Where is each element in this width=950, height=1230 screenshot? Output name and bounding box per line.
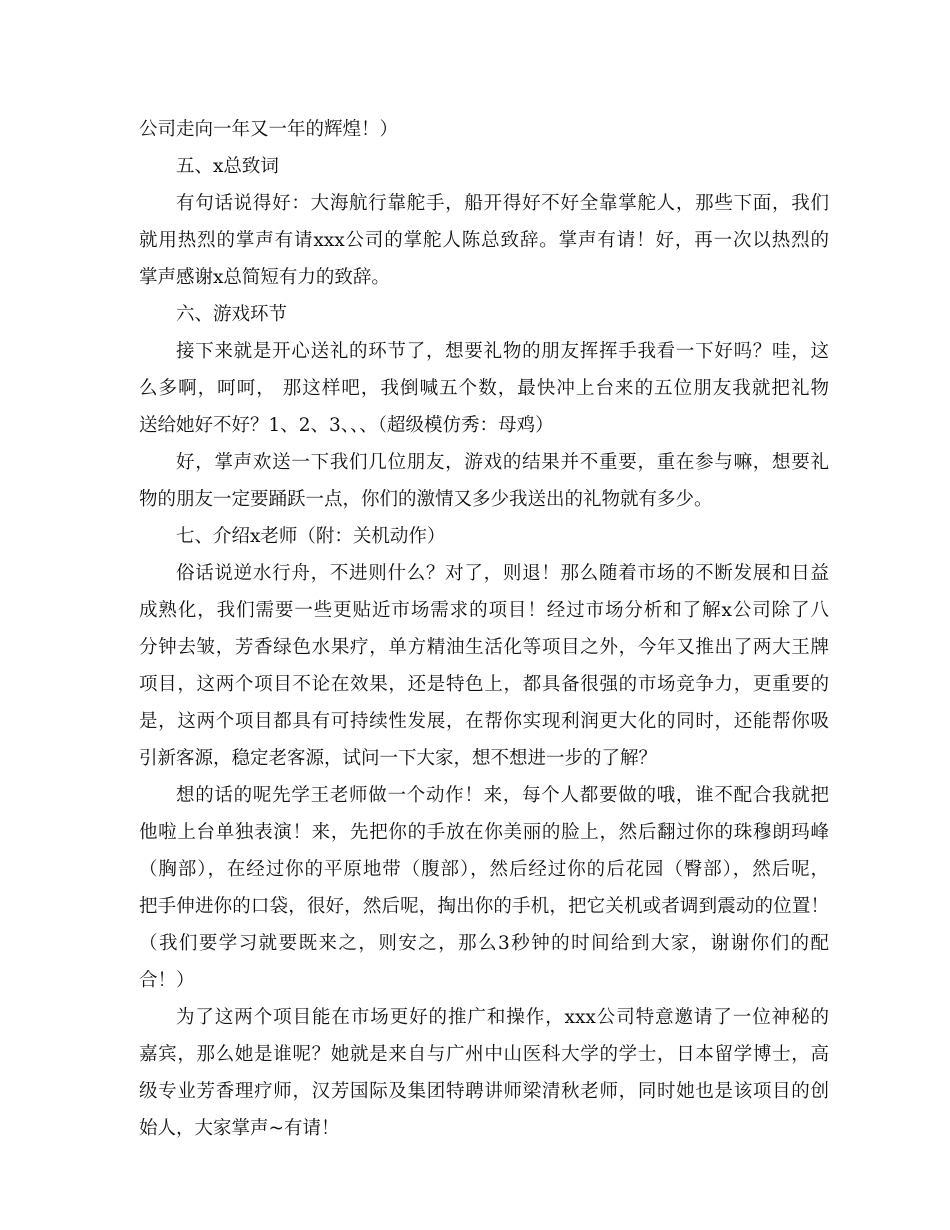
text-line: 么多啊，呵呵， 那这样吧，我倒喊五个数，最快冲上台来的五位朋友我就把礼物: [139, 378, 829, 399]
section-heading-7: 七、介绍x老师（附：关机动作）: [176, 526, 446, 547]
text-line: 掌声感谢x总简短有力的致辞。: [139, 267, 390, 288]
text-line: 俗话说逆水行舟，不进则什么？对了，则退！那么随着市场的不断发展和日益: [176, 563, 829, 584]
text-line: 项目，这两个项目不论在效果，还是特色上，都具备很强的市场竞争力，更重要的: [139, 674, 829, 695]
text-line: 引新客源，稳定老客源，试问一下大家，想不想进一步的了解？: [139, 748, 658, 769]
text-line: 分钟去皱，芳香绿色水果疗，单方精油生活化等项目之外，今年又推出了两大王牌: [139, 637, 829, 658]
text-line: 送给她好不好？1、2、3、、、（超级模仿秀：母鸡）: [139, 415, 554, 436]
text-line: 为了这两个项目能在市场更好的推广和操作，xxx公司特意邀请了一位神秘的: [176, 1007, 829, 1028]
text-line: 合！）: [139, 970, 195, 991]
text-line: 有句话说得好：大海航行靠舵手，船开得好不好全靠掌舵人，那些下面，我们: [176, 193, 829, 214]
text-line: 嘉宾，那么她是谁呢？她就是来自与广州中山医科大学的学士，日本留学博士，高: [139, 1044, 829, 1065]
section-heading-6: 六、游戏环节: [176, 304, 288, 325]
text-line: 想的话的呢先学王老师做一个动作！来，每个人都要做的哦，谁不配合我就把: [176, 785, 829, 806]
text-line: 他啦上台单独表演！来，先把你的手放在你美丽的脸上，然后翻过你的珠穆朗玛峰: [139, 822, 829, 843]
text-line: 就用热烈的掌声有请xxx公司的掌舵人陈总致辞。掌声有请！好，再一次以热烈的: [139, 230, 829, 251]
text-line: （我们要学习就要既来之，则安之，那么3秒钟的时间给到大家，谢谢你们的配: [139, 933, 829, 954]
text-line: 成熟化，我们需要一些更贴近市场需求的项目！经过市场分析和了解x公司除了八: [139, 600, 829, 621]
text-line: （胸部），在经过你的平原地带（腹部），然后经过你的后花园（臀部），然后呢，: [139, 859, 829, 880]
section-heading-5: 五、x总致词: [176, 156, 279, 177]
text-line: 好，掌声欢送一下我们几位朋友，游戏的结果并不重要，重在参与嘛，想要礼: [176, 452, 829, 473]
text-line: 物的朋友一定要踊跃一点，你们的激情又多少我送出的礼物就有多少。: [139, 489, 713, 510]
text-line: 公司走向一年又一年的辉煌！）: [139, 119, 399, 140]
text-line: 级专业芳香理疗师，汉芳国际及集团特聘讲师梁清秋老师，同时她也是该项目的创: [139, 1081, 829, 1102]
text-line: 是，这两个项目都具有可持续性发展，在帮你实现利润更大化的同时，还能帮你吸: [139, 711, 829, 732]
text-line: 始人，大家掌声~有请！: [139, 1118, 340, 1139]
text-line: 把手伸进你的口袋，很好，然后呢，掏出你的手机，把它关机或者调到震动的位置！: [139, 896, 829, 917]
text-line: 接下来就是开心送礼的环节了，想要礼物的朋友挥挥手我看一下好吗？哇，这: [176, 341, 829, 362]
